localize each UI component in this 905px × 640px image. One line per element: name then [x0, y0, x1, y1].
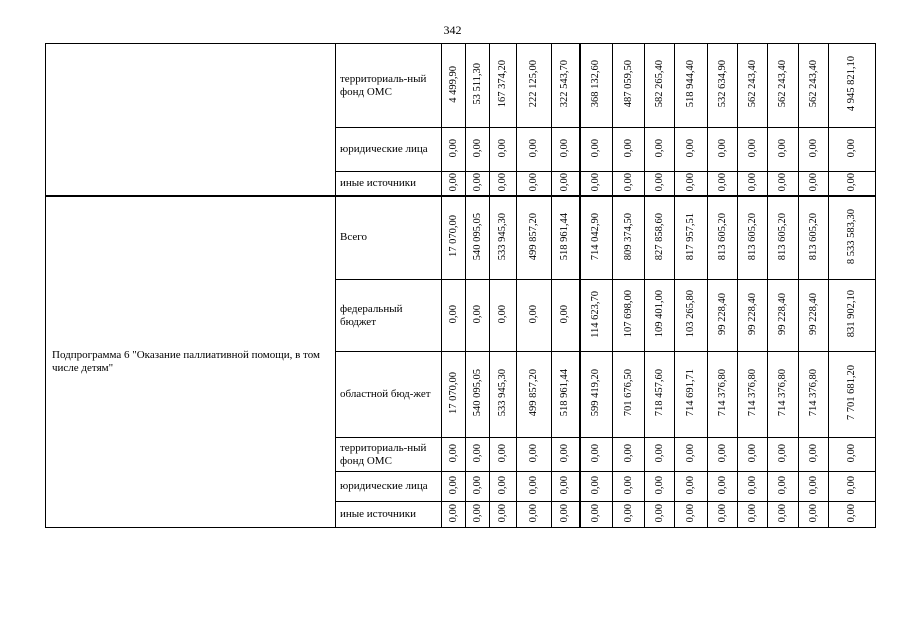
- value-text: 0,00: [746, 138, 758, 158]
- value-text: 0,00: [716, 503, 728, 523]
- value-cell: [708, 44, 738, 128]
- value-text: 0,00: [653, 443, 665, 463]
- value-cell: [768, 172, 799, 196]
- value-text: 0,00: [447, 503, 459, 523]
- value-text: 167 374,20: [497, 60, 508, 108]
- value-cell: [580, 196, 613, 280]
- value-cell: [675, 128, 708, 172]
- value-cell: [613, 352, 645, 438]
- value-text: 0,00: [622, 443, 634, 463]
- value-text: 0,00: [622, 503, 634, 523]
- value-text: 53 511,30: [471, 63, 483, 105]
- value-cell: [799, 196, 829, 280]
- value-text: 0,00: [685, 475, 696, 495]
- value-cell: [645, 44, 675, 128]
- value-cell: [675, 172, 708, 196]
- value-text: 0,00: [497, 475, 508, 495]
- value-text: 0,00: [685, 172, 696, 191]
- value-text: 0,00: [559, 443, 571, 463]
- value-cell: [768, 438, 799, 472]
- value-cell: [466, 502, 490, 528]
- value-text: 0,00: [653, 475, 665, 495]
- value-text: 99 228,40: [716, 293, 728, 335]
- value-text: 0,00: [447, 304, 459, 324]
- value-cell: [466, 438, 490, 472]
- funding-source-cell: [336, 280, 442, 352]
- value-text: 0,00: [777, 503, 788, 523]
- value-text: 0,00: [777, 475, 788, 495]
- value-cell: [490, 280, 517, 352]
- value-cell: [613, 502, 645, 528]
- value-cell: [738, 44, 768, 128]
- value-cell: [580, 44, 613, 128]
- value-cell: [738, 280, 768, 352]
- value-cell: [829, 280, 876, 352]
- value-cell: [768, 44, 799, 128]
- funding-source-label: федеральный бюджет: [340, 302, 403, 328]
- value-text: 714 042,90: [590, 212, 602, 260]
- value-text: 99 228,40: [746, 293, 758, 335]
- value-text: 368 132,60: [590, 60, 602, 108]
- value-cell: [799, 472, 829, 502]
- value-cell: [829, 352, 876, 438]
- value-cell: [517, 280, 552, 352]
- value-text: 0,00: [807, 443, 819, 463]
- value-text: 0,00: [622, 475, 634, 495]
- value-cell: [613, 44, 645, 128]
- value-text: 831 902,10: [846, 290, 857, 338]
- value-cell: [613, 438, 645, 472]
- value-text: 0,00: [497, 138, 508, 158]
- value-cell: [490, 196, 517, 280]
- value-cell: [552, 438, 580, 472]
- funding-source-label: иные источники: [340, 176, 416, 189]
- value-text: 0,00: [590, 503, 602, 523]
- value-text: 0,00: [807, 475, 819, 495]
- value-text: 114 623,70: [590, 290, 602, 338]
- value-cell: [738, 352, 768, 438]
- value-cell: [490, 472, 517, 502]
- value-cell: [552, 472, 580, 502]
- value-cell: [738, 128, 768, 172]
- funding-source-cell: [336, 196, 442, 280]
- value-cell: [517, 172, 552, 196]
- funding-source-label: Всего: [340, 231, 367, 244]
- value-text: 0,00: [622, 138, 634, 158]
- value-cell: [675, 472, 708, 502]
- value-text: 0,00: [497, 304, 508, 324]
- value-cell: [768, 352, 799, 438]
- budget-table: [45, 43, 876, 528]
- value-text: 0,00: [846, 475, 857, 495]
- value-cell: [466, 128, 490, 172]
- funding-source-cell: [336, 472, 442, 502]
- value-cell: [490, 438, 517, 472]
- value-text: 0,00: [590, 172, 602, 191]
- value-cell: [442, 472, 466, 502]
- value-text: 813 605,20: [746, 212, 758, 260]
- value-cell: [829, 196, 876, 280]
- funding-source-label: территориаль-ный фонд ОМС: [340, 441, 427, 467]
- value-text: 0,00: [746, 503, 758, 523]
- value-text: 4 945 821,10: [846, 56, 857, 112]
- value-cell: [799, 128, 829, 172]
- subprogram-title: Подпрограмма 6 "Оказание паллиативной помощи, в том числе детям": [46, 196, 336, 528]
- value-text: 17 070,00: [447, 215, 459, 258]
- value-text: 109 401,00: [653, 290, 665, 338]
- value-text: 533 945,30: [497, 212, 508, 260]
- value-text: 499 857,20: [528, 212, 539, 260]
- funding-source-cell: [336, 502, 442, 528]
- value-cell: [645, 472, 675, 502]
- value-text: 714 376,80: [716, 369, 728, 417]
- value-cell: [442, 280, 466, 352]
- table-row: [46, 196, 876, 280]
- value-text: 518 961,44: [559, 212, 571, 260]
- value-cell: [517, 44, 552, 128]
- value-cell: [552, 196, 580, 280]
- value-text: 0,00: [559, 503, 571, 523]
- value-text: 0,00: [653, 503, 665, 523]
- value-text: 518 944,40: [685, 60, 696, 108]
- value-cell: [645, 128, 675, 172]
- value-text: 0,00: [846, 172, 857, 191]
- value-text: 0,00: [528, 503, 539, 523]
- value-cell: [675, 438, 708, 472]
- value-text: 718 457,60: [653, 369, 665, 417]
- value-text: 813 605,20: [807, 212, 819, 260]
- value-cell: [613, 196, 645, 280]
- value-text: 99 228,40: [807, 293, 819, 335]
- value-cell: [490, 352, 517, 438]
- value-cell: [613, 128, 645, 172]
- value-text: 714 376,80: [807, 369, 819, 417]
- value-cell: [799, 502, 829, 528]
- value-cell: [580, 128, 613, 172]
- value-cell: [517, 352, 552, 438]
- value-cell: [799, 44, 829, 128]
- value-text: 701 676,50: [622, 369, 634, 417]
- value-cell: [675, 196, 708, 280]
- value-text: 532 634,90: [716, 60, 728, 108]
- value-cell: [768, 128, 799, 172]
- value-text: 0,00: [746, 172, 758, 191]
- value-cell: [517, 438, 552, 472]
- value-text: 0,00: [497, 443, 508, 463]
- value-text: 7 701 681,20: [846, 365, 857, 421]
- value-text: 0,00: [777, 172, 788, 191]
- value-cell: [799, 172, 829, 196]
- value-cell: [708, 352, 738, 438]
- value-text: 813 605,20: [716, 212, 728, 260]
- value-text: 809 374,50: [622, 212, 634, 260]
- value-cell: [645, 438, 675, 472]
- value-cell: [466, 352, 490, 438]
- value-text: 0,00: [716, 443, 728, 463]
- value-cell: [708, 196, 738, 280]
- value-text: 714 376,80: [746, 369, 758, 417]
- value-cell: [829, 438, 876, 472]
- value-cell: [517, 196, 552, 280]
- previous-program-cell: [46, 44, 336, 196]
- value-text: 0,00: [622, 172, 634, 191]
- value-text: 0,00: [685, 138, 696, 158]
- value-text: 0,00: [777, 138, 788, 158]
- value-text: 0,00: [528, 443, 539, 463]
- funding-source-label: областной бюд-жет: [340, 388, 431, 400]
- value-cell: [490, 172, 517, 196]
- value-text: 0,00: [497, 172, 508, 191]
- value-cell: [708, 128, 738, 172]
- value-cell: [490, 44, 517, 128]
- value-cell: [768, 502, 799, 528]
- value-cell: [738, 472, 768, 502]
- value-text: 714 376,80: [777, 369, 788, 417]
- value-cell: [675, 280, 708, 352]
- value-cell: [490, 128, 517, 172]
- value-cell: [645, 172, 675, 196]
- value-text: 533 945,30: [497, 369, 508, 417]
- value-cell: [442, 352, 466, 438]
- value-cell: [442, 196, 466, 280]
- value-cell: [442, 438, 466, 472]
- funding-source-cell: [336, 128, 442, 172]
- value-cell: [466, 44, 490, 128]
- value-cell: [466, 472, 490, 502]
- table-row: [46, 44, 876, 128]
- value-text: 599 419,20: [590, 369, 602, 417]
- value-cell: [829, 128, 876, 172]
- value-cell: [799, 352, 829, 438]
- value-text: 8 533 583,30: [846, 208, 857, 264]
- value-text: 0,00: [447, 172, 459, 191]
- value-cell: [708, 438, 738, 472]
- funding-source-label: иные источники: [340, 508, 416, 520]
- value-cell: [675, 44, 708, 128]
- value-text: 4 499,90: [447, 65, 459, 103]
- value-cell: [613, 472, 645, 502]
- value-cell: [708, 472, 738, 502]
- value-cell: [552, 44, 580, 128]
- value-text: 0,00: [590, 138, 602, 158]
- value-text: 17 070,00: [447, 372, 459, 414]
- value-text: 0,00: [746, 475, 758, 495]
- value-cell: [675, 502, 708, 528]
- value-cell: [517, 128, 552, 172]
- value-text: 0,00: [716, 172, 728, 191]
- value-text: 0,00: [846, 503, 857, 523]
- value-cell: [613, 280, 645, 352]
- value-text: 0,00: [590, 443, 602, 463]
- value-cell: [829, 172, 876, 196]
- value-cell: [645, 196, 675, 280]
- value-text: 518 961,44: [559, 369, 571, 417]
- value-text: 0,00: [846, 138, 857, 158]
- value-text: 0,00: [653, 138, 665, 158]
- value-text: 0,00: [559, 304, 571, 324]
- value-cell: [708, 172, 738, 196]
- value-text: 0,00: [653, 172, 665, 191]
- value-cell: [552, 280, 580, 352]
- value-text: 0,00: [716, 138, 728, 158]
- value-cell: [466, 196, 490, 280]
- value-cell: [829, 502, 876, 528]
- value-text: 0,00: [559, 138, 571, 158]
- value-text: 0,00: [746, 443, 758, 463]
- value-text: 0,00: [471, 172, 483, 191]
- value-text: 0,00: [559, 475, 571, 495]
- funding-source-cell: [336, 352, 442, 438]
- value-text: 0,00: [807, 503, 819, 523]
- value-text: 322 543,70: [559, 60, 571, 108]
- value-cell: [517, 472, 552, 502]
- value-cell: [442, 128, 466, 172]
- value-cell: [580, 438, 613, 472]
- value-text: 540 095,05: [471, 212, 483, 260]
- value-cell: [580, 352, 613, 438]
- value-cell: [768, 196, 799, 280]
- value-cell: [738, 502, 768, 528]
- value-cell: [768, 280, 799, 352]
- value-text: 103 265,80: [685, 290, 696, 338]
- value-text: 0,00: [471, 475, 483, 495]
- value-text: 0,00: [846, 443, 857, 463]
- value-text: 0,00: [528, 475, 539, 495]
- value-text: 0,00: [716, 475, 728, 495]
- funding-source-cell: [336, 438, 442, 472]
- funding-source-label: юридические лица: [340, 480, 428, 492]
- value-text: 714 691,71: [685, 369, 696, 417]
- value-text: 0,00: [807, 138, 819, 158]
- value-text: 562 243,40: [777, 60, 788, 108]
- value-text: 0,00: [685, 503, 696, 523]
- value-text: 0,00: [685, 443, 696, 463]
- value-text: 813 605,20: [777, 212, 788, 260]
- value-text: 0,00: [447, 138, 459, 158]
- value-text: 0,00: [447, 443, 459, 463]
- value-text: 0,00: [528, 304, 539, 324]
- value-text: 0,00: [471, 443, 483, 463]
- value-text: 0,00: [471, 138, 483, 158]
- value-text: 499 857,20: [528, 369, 539, 417]
- value-cell: [552, 172, 580, 196]
- value-cell: [645, 280, 675, 352]
- value-text: 0,00: [528, 172, 539, 191]
- value-text: 0,00: [471, 503, 483, 523]
- value-cell: [799, 438, 829, 472]
- value-text: 582 265,40: [653, 60, 665, 108]
- value-text: 0,00: [528, 138, 539, 158]
- value-cell: [675, 352, 708, 438]
- value-cell: [580, 172, 613, 196]
- page-number: 342: [443, 23, 462, 37]
- value-cell: [580, 280, 613, 352]
- value-cell: [552, 352, 580, 438]
- value-cell: [645, 352, 675, 438]
- value-cell: [708, 280, 738, 352]
- value-text: 0,00: [590, 475, 602, 495]
- value-text: 487 059,50: [622, 60, 634, 108]
- value-cell: [490, 502, 517, 528]
- value-cell: [517, 502, 552, 528]
- value-cell: [738, 172, 768, 196]
- value-text: 107 698,00: [622, 290, 634, 338]
- table-body: [46, 44, 876, 528]
- value-cell: [552, 502, 580, 528]
- value-text: 562 243,40: [807, 60, 819, 108]
- value-text: 0,00: [777, 443, 788, 463]
- value-text: 0,00: [471, 304, 483, 324]
- value-cell: [442, 44, 466, 128]
- value-text: 0,00: [807, 172, 819, 191]
- value-text: 827 858,60: [653, 212, 665, 260]
- value-text: 0,00: [559, 172, 571, 191]
- value-text: 0,00: [447, 475, 459, 495]
- value-cell: [580, 472, 613, 502]
- value-cell: [738, 196, 768, 280]
- value-text: 817 957,51: [685, 212, 696, 260]
- value-text: 540 095,05: [471, 369, 483, 417]
- funding-source-cell: [336, 44, 442, 128]
- value-text: 562 243,40: [746, 60, 758, 108]
- value-cell: [768, 472, 799, 502]
- value-cell: [580, 502, 613, 528]
- funding-source-label: территориаль-ный фонд ОМС: [340, 72, 427, 98]
- value-cell: [645, 502, 675, 528]
- funding-source-cell: [336, 172, 442, 196]
- value-cell: [799, 280, 829, 352]
- value-text: 99 228,40: [777, 293, 788, 335]
- value-text: 0,00: [497, 503, 508, 523]
- value-cell: [552, 128, 580, 172]
- value-cell: [829, 472, 876, 502]
- value-cell: [829, 44, 876, 128]
- value-cell: [442, 502, 466, 528]
- value-cell: [708, 502, 738, 528]
- value-cell: [442, 172, 466, 196]
- value-cell: [466, 280, 490, 352]
- value-cell: [613, 172, 645, 196]
- value-cell: [466, 172, 490, 196]
- funding-source-label: юридические лица: [340, 143, 428, 155]
- value-cell: [738, 438, 768, 472]
- value-text: 222 125,00: [528, 60, 539, 108]
